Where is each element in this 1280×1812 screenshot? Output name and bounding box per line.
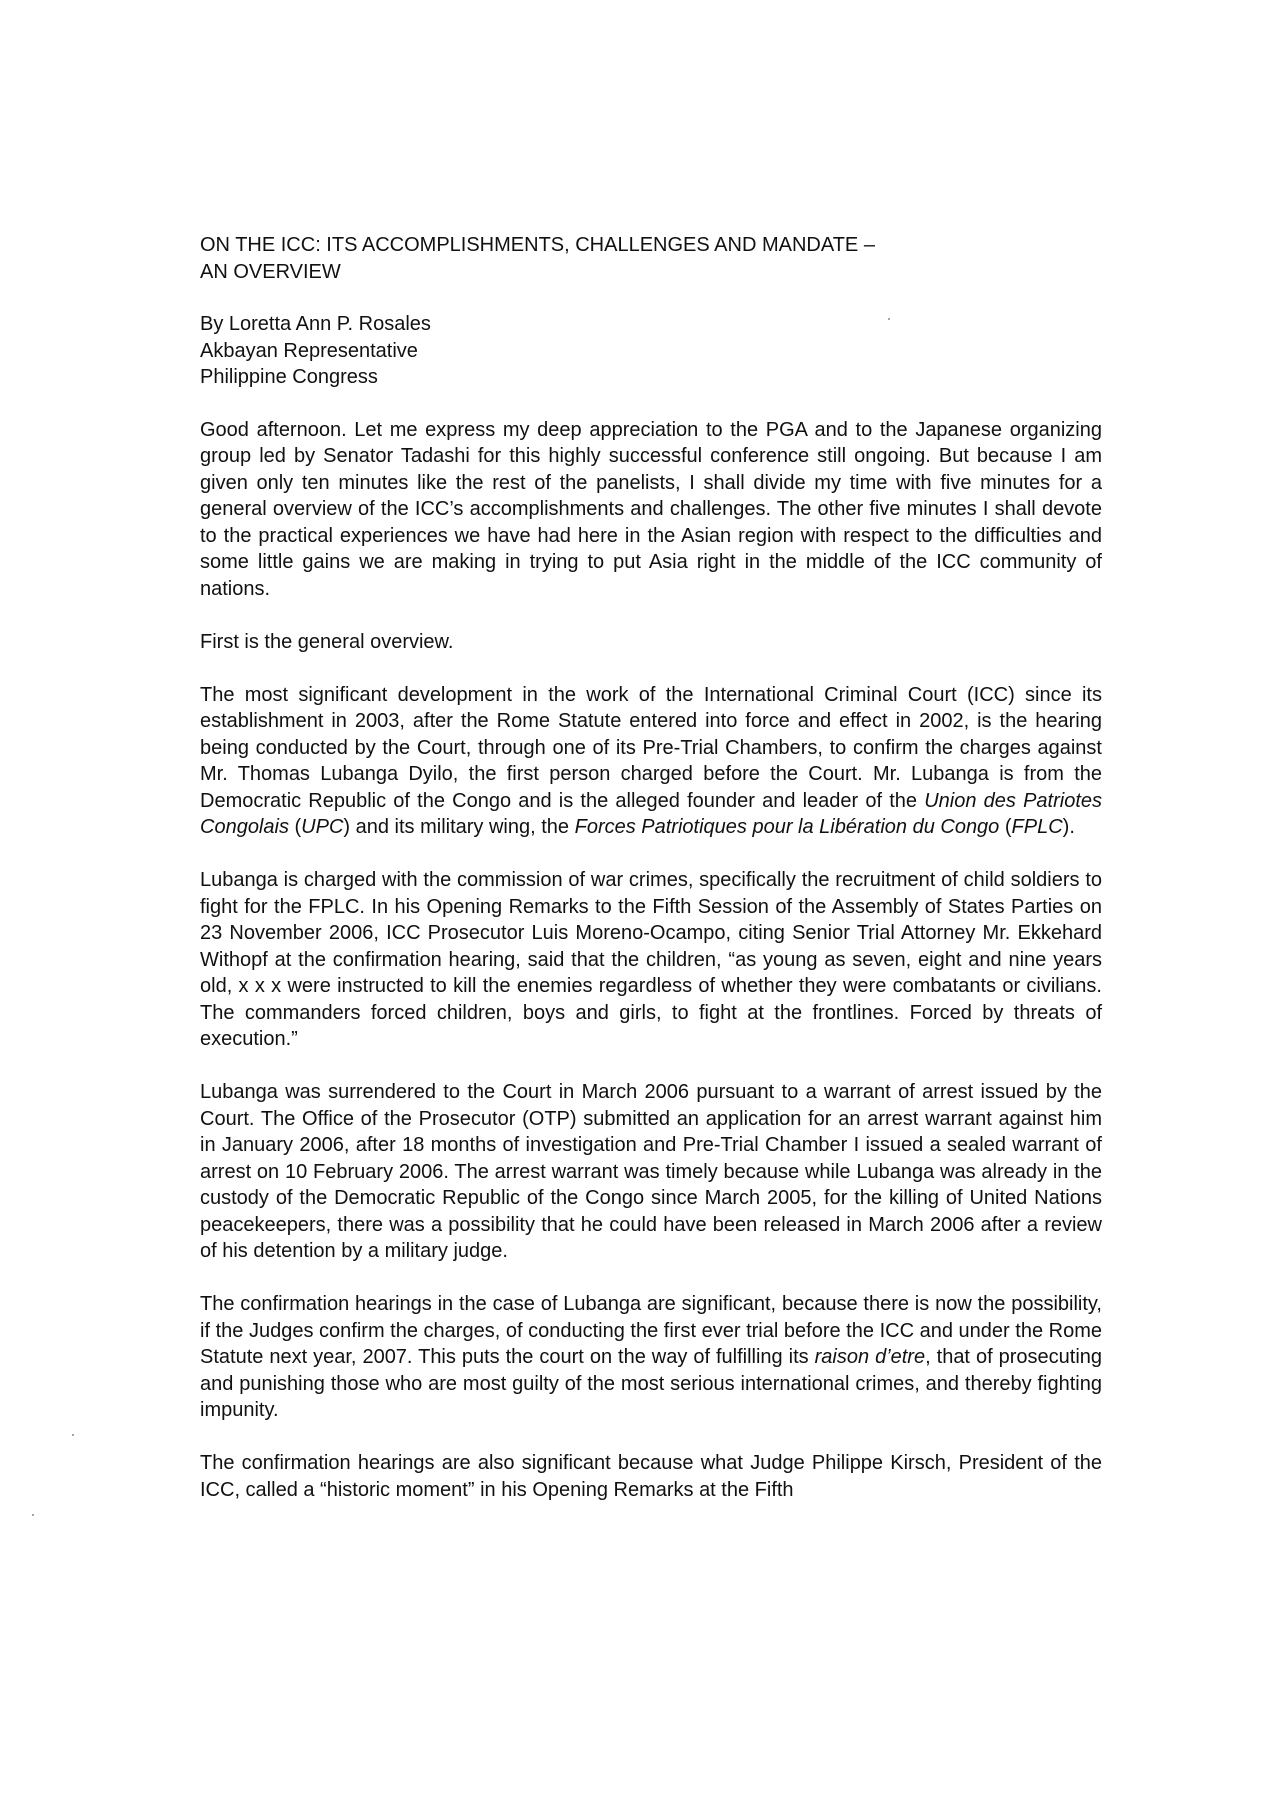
- paragraph-4: Lubanga is charged with the commission of war crimes, specifically the recruitment of child soldiers to fight for the FPLC. In his Opening Remarks to the Fifth Session of the Assembly of States Parties on 23 November 2006, ICC Prosecutor Luis Moreno-Ocampo, citing Senior Trial Attorney Mr. Ekkehard Withopf at the confirmation hearing, said that the children, “as young as seven, eight and nine years old, x x x were instructed to kill the enemies regardless of whether they were combatants or civilians. The commanders forced children, boys and girls, to fight at the frontlines. Forced by threats of execution.”: [200, 869, 1102, 1050]
- author-institution: Philippine Congress: [200, 366, 378, 388]
- author-position: Akbayan Representative: [200, 339, 418, 362]
- paragraph-6-italic-raison: raison d’etre: [814, 1346, 926, 1368]
- paragraph-3-text: (: [999, 816, 1012, 838]
- paragraph-3-text: ) and its military wing, the: [343, 816, 575, 838]
- paragraph-7: The confirmation hearings are also significant because what Judge Philippe Kirsch, President of the ICC, called a “historic moment” in his Opening Remarks at the Fifth: [200, 1452, 1102, 1501]
- paragraph-6: [200, 1291, 1102, 1424]
- author-block: [200, 311, 1102, 391]
- paragraph-3-text: (: [288, 816, 302, 838]
- title-line-1: ON THE ICC: ITS ACCOMPLISHMENTS, CHALLENGES AND MANDATE –: [200, 234, 875, 256]
- paragraph-5: Lubanga was surrendered to the Court in March 2006 pursuant to a warrant of arrest issued by the Court. The Office of the Prosecutor (OTP) submitted an application for an arrest warrant against him in January 2006, after 18 months of investigation and Pre-Trial Chamber I issued a sealed warrant of arrest on 10 February 2006. The arrest warrant was timely because while Lubanga was already in the custody of the Democratic Republic of the Congo since March 2005, for the killing of United Nations peacekeepers, there was a possibility that he could have been released in March 2006 after a review of his detention by a military judge.: [200, 1081, 1102, 1262]
- author-name: By Loretta Ann P. Rosales: [200, 313, 431, 335]
- scan-speck: [72, 1434, 74, 1436]
- paragraph-3-text: The most significant development in the work of the International Criminal Court (ICC) since its establishment in 2003, after the Rome Statute entered into force and effect in 2002, is the hearing being conducted by the Court, through one of its Pre-Trial Chambers, to confirm the charges against Mr. Thomas Lubanga Dyilo, the first person charged before the Court. Mr. Lubanga is from the Democratic Republic of the Congo and is the alleged founder and leader of the: [200, 683, 1102, 812]
- paragraph-3: [200, 682, 1102, 841]
- document-body: [200, 232, 1102, 1503]
- paragraph-3-text: ).: [1062, 816, 1075, 838]
- title-line-2: AN OVERVIEW: [200, 260, 341, 283]
- paragraph-2: First is the general overview.: [200, 630, 454, 653]
- paragraph-3-italic-fplc-name: Forces Patriotiques pour la Libération du Congo: [574, 816, 1000, 838]
- paragraph-6-text: The confirmation hearings in the case of Lubanga are significant, because there is now the possibility, if the Judges confirm the charges, of conducting the first ever trial before the ICC and under the Rome Statute next year, 2007. This puts the court on the way of fulfilling its: [200, 1293, 1102, 1368]
- scan-speck: [32, 1514, 34, 1516]
- paragraph-1: Good afternoon. Let me express my deep appreciation to the PGA and to the Japanese organizing group led by Senator Tadashi for this highly successful conference still ongoing. But because I am given only ten minutes like the rest of the panelists, I shall divide my time with five minutes for a general overview of the ICC’s accomplishments and challenges. The other five minutes I shall devote to the practical experiences we have had here in the Asian region with respect to the difficulties and some little gains we are making in trying to put Asia right in the middle of the ICC community of nations.: [200, 418, 1102, 600]
- paragraph-3-italic-fplc: FPLC: [1011, 816, 1063, 838]
- paragraph-3-italic-upc-name: Union des Patriotes Congolais: [200, 789, 1102, 838]
- paragraph-6-text: , that of prosecuting and punishing those who are most guilty of the most serious international crimes, and thereby fighting impunity.: [200, 1346, 1103, 1421]
- document-title: [200, 232, 1102, 285]
- paragraph-3-italic-upc: UPC: [301, 816, 344, 838]
